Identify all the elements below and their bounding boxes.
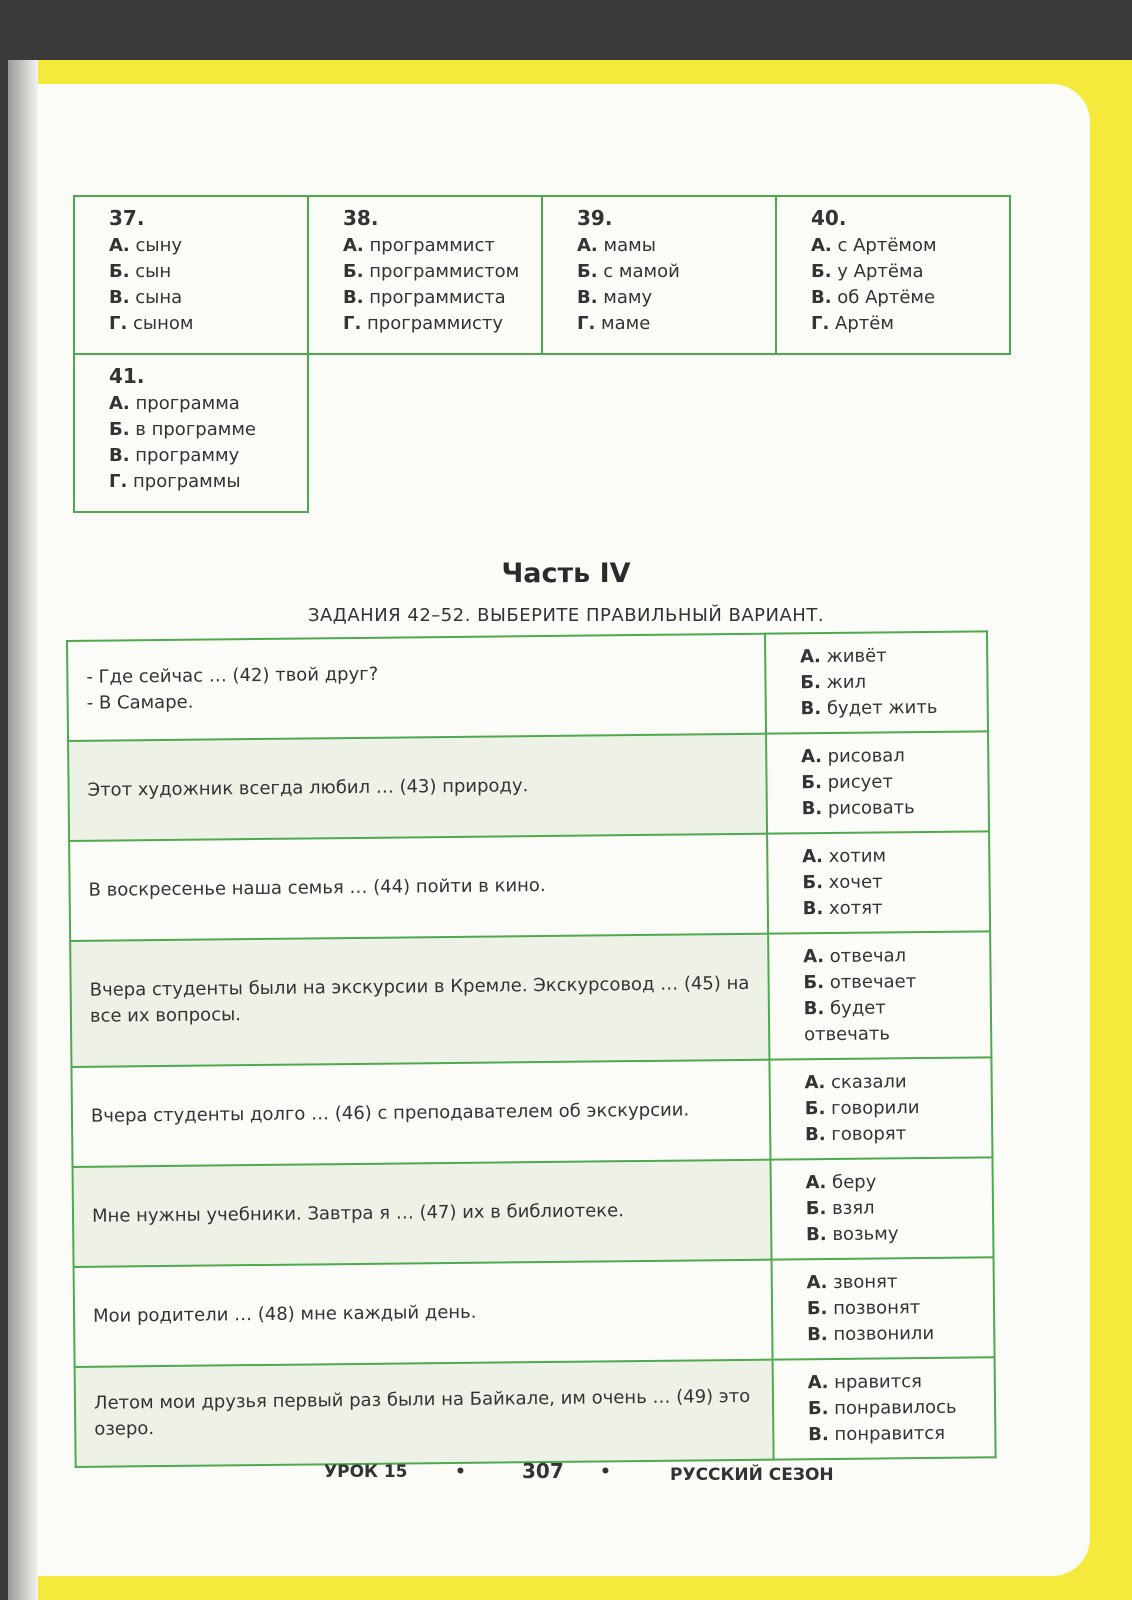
answer-option xyxy=(803,969,971,997)
option-letter: В. xyxy=(109,445,130,466)
task-question xyxy=(71,1060,770,1167)
option-text: об Артёме xyxy=(831,287,936,308)
question-line: В воскресенье наша семья … (44) пойти в кино. xyxy=(88,874,546,901)
option-text: сказали xyxy=(825,1071,907,1094)
answer-option xyxy=(109,285,297,311)
option-text: программистом xyxy=(363,261,520,282)
option-letter: Г. xyxy=(343,313,362,334)
question-38 xyxy=(308,196,542,354)
answer-option xyxy=(805,1121,973,1149)
option-text: мамы xyxy=(597,235,656,256)
answer-option xyxy=(806,1221,974,1249)
option-letter: А. xyxy=(109,393,130,414)
task-row xyxy=(74,1257,995,1367)
answer-option xyxy=(109,233,297,259)
task-row xyxy=(75,1357,996,1467)
option-text: маму xyxy=(597,287,653,308)
option-text: сына xyxy=(129,287,183,308)
answer-option xyxy=(343,311,531,337)
question-number: 40. xyxy=(811,206,847,230)
option-text: сыну xyxy=(129,235,183,256)
option-letter: А. xyxy=(577,235,598,256)
answer-option xyxy=(109,259,297,285)
answer-option xyxy=(109,311,297,337)
option-text: в программе xyxy=(129,419,256,440)
option-letter: Б. xyxy=(806,1298,828,1320)
answer-option xyxy=(803,943,971,971)
option-text: рисовать xyxy=(822,797,915,820)
option-text: у Артёма xyxy=(831,261,924,282)
part-title: Часть IV xyxy=(501,558,631,589)
footer-bullet-2: • xyxy=(600,1462,611,1482)
option-letter: В. xyxy=(800,698,822,720)
answer-option xyxy=(811,233,999,259)
task-question xyxy=(67,634,766,741)
answer-option xyxy=(802,869,970,897)
option-letter: В. xyxy=(577,287,598,308)
question-39 xyxy=(542,196,776,354)
answer-option xyxy=(801,743,969,771)
answer-option xyxy=(803,895,971,923)
option-text: Артём xyxy=(829,313,894,334)
option-text: понравится xyxy=(828,1422,946,1446)
answer-option xyxy=(807,1295,975,1323)
answer-option xyxy=(806,1269,974,1297)
answer-option xyxy=(109,391,297,417)
option-letter: Б. xyxy=(807,1398,829,1420)
option-letter: Б. xyxy=(109,261,130,282)
task-row xyxy=(67,631,988,741)
book-spine xyxy=(8,60,38,1600)
option-text: программист xyxy=(363,235,495,256)
footer-bullet-1: • xyxy=(455,1462,466,1482)
answer-option xyxy=(808,1395,976,1423)
task-row xyxy=(71,1057,992,1167)
task-question xyxy=(75,1360,774,1467)
task-options xyxy=(772,1357,995,1459)
option-text: рисует xyxy=(821,771,894,794)
page-number: 307 xyxy=(522,1459,564,1483)
option-text: с Артёмом xyxy=(831,235,937,256)
task-question xyxy=(74,1260,773,1367)
option-text: возьму xyxy=(826,1223,899,1246)
option-text: позвонят xyxy=(827,1297,921,1320)
option-text: программы xyxy=(127,471,241,492)
answer-option xyxy=(807,1321,975,1349)
option-text: сын xyxy=(129,261,172,282)
option-letter: Б. xyxy=(802,872,824,894)
option-letter: Б. xyxy=(343,261,364,282)
question-line: - Где сейчас … (42) твой друг? xyxy=(86,663,379,688)
option-letter: А. xyxy=(802,846,824,868)
option-letter: А. xyxy=(807,1372,829,1394)
option-letter: А. xyxy=(800,746,822,768)
option-text: будет жить xyxy=(821,696,938,720)
option-letter: В. xyxy=(803,998,825,1020)
option-letter: Г. xyxy=(109,313,128,334)
answer-option xyxy=(109,417,297,443)
answer-option xyxy=(805,1169,973,1197)
option-letter: В. xyxy=(802,898,824,920)
option-letter: В. xyxy=(811,287,832,308)
question-line: Вчера студенты долго … (46) с преподавателем об экскурсии. xyxy=(90,1099,690,1127)
task-question xyxy=(73,1160,772,1267)
option-letter: Г. xyxy=(109,471,128,492)
answer-option xyxy=(805,1095,973,1123)
task-options xyxy=(768,931,991,1059)
option-text: программиста xyxy=(363,287,506,308)
task-question xyxy=(68,734,767,841)
question-41 xyxy=(74,354,308,512)
option-text: хотим xyxy=(822,845,887,868)
question-line: Летом мои друзья первый раз были на Байкале, им очень … (49) это озеро. xyxy=(93,1385,751,1440)
option-letter: А. xyxy=(805,1172,827,1194)
option-text: говорили xyxy=(825,1097,920,1120)
answer-option xyxy=(577,233,765,259)
option-letter: Б. xyxy=(811,261,832,282)
footer-lesson: УРОК 15 xyxy=(324,1462,408,1482)
option-letter: А. xyxy=(799,646,821,668)
option-text: рисовал xyxy=(821,745,905,768)
option-text: с мамой xyxy=(597,261,680,282)
option-letter: А. xyxy=(804,1072,826,1094)
task-options xyxy=(769,1057,992,1159)
answer-option xyxy=(808,1369,976,1397)
answer-option xyxy=(109,443,297,469)
answer-option xyxy=(577,259,765,285)
option-letter: Б. xyxy=(805,1198,827,1220)
answer-option xyxy=(806,1195,974,1223)
option-letter: В. xyxy=(804,1124,826,1146)
option-letter: А. xyxy=(343,235,364,256)
question-number: 39. xyxy=(577,206,613,230)
answer-option xyxy=(811,311,999,337)
option-letter: Б. xyxy=(800,672,822,694)
option-text: маме xyxy=(595,313,651,334)
option-text: будет отвечать xyxy=(803,997,891,1046)
answer-option xyxy=(801,769,969,797)
answer-option xyxy=(802,795,970,823)
task-options xyxy=(765,631,988,733)
task-row xyxy=(69,831,990,941)
option-letter: Б. xyxy=(801,772,823,794)
question-line: Этот художник всегда любил … (43) природу. xyxy=(87,775,529,801)
tasks-table xyxy=(66,630,997,1468)
question-line: Мне нужны учебники. Завтра я … (47) их в библиотеке. xyxy=(91,1200,625,1227)
question-40 xyxy=(776,196,1010,354)
answer-option xyxy=(800,643,968,671)
task-options xyxy=(767,831,990,933)
task-options xyxy=(771,1257,994,1359)
option-text: понравилось xyxy=(828,1396,957,1420)
answer-option xyxy=(577,311,765,337)
questions-37-41-grid xyxy=(73,195,1011,513)
answer-option xyxy=(811,285,999,311)
option-text: живёт xyxy=(820,645,887,668)
option-letter: Г. xyxy=(811,313,830,334)
option-letter: В. xyxy=(806,1224,827,1246)
option-letter: А. xyxy=(109,235,130,256)
option-text: отвечал xyxy=(823,945,907,968)
option-text: программу xyxy=(129,445,240,466)
option-letter: Б. xyxy=(109,419,130,440)
option-text: взял xyxy=(826,1197,875,1220)
answer-option xyxy=(804,995,973,1049)
answer-option xyxy=(804,1069,972,1097)
task-question xyxy=(70,934,769,1067)
answer-option xyxy=(800,695,968,723)
option-text: программисту xyxy=(361,313,504,334)
question-line: - В Самаре. xyxy=(86,691,194,714)
task-row xyxy=(70,931,991,1067)
answer-option xyxy=(800,669,968,697)
option-text: сыном xyxy=(127,313,194,334)
option-text: говорят xyxy=(825,1123,907,1146)
task-row xyxy=(68,731,989,841)
question-number: 38. xyxy=(343,206,379,230)
answer-option xyxy=(109,469,297,495)
task-row xyxy=(73,1157,994,1267)
option-letter: В. xyxy=(801,798,823,820)
option-letter: Б. xyxy=(804,1098,826,1120)
option-letter: Б. xyxy=(577,261,598,282)
question-number: 37. xyxy=(109,206,145,230)
question-number: 41. xyxy=(109,364,145,388)
footer-book-title: РУССКИЙ СЕЗОН xyxy=(670,1465,834,1485)
option-letter: В. xyxy=(109,287,130,308)
option-letter: А. xyxy=(811,235,832,256)
option-text: программа xyxy=(129,393,240,414)
question-line: Мои родители … (48) мне каждый день. xyxy=(92,1301,477,1327)
option-text: позвонили xyxy=(827,1322,935,1346)
answer-option xyxy=(811,259,999,285)
task-question xyxy=(69,834,768,941)
question-37 xyxy=(74,196,308,354)
answer-option xyxy=(343,233,531,259)
task-options xyxy=(770,1157,993,1259)
option-letter: Б. xyxy=(803,972,825,994)
answer-option xyxy=(343,259,531,285)
question-line: Вчера студенты были на экскурсии в Кремле. Экскурсовод … (45) на все их вопросы. xyxy=(89,972,750,1027)
option-text: звонят xyxy=(827,1271,898,1294)
task-instruction: ЗАДАНИЯ 42–52. ВЫБЕРИТЕ ПРАВИЛЬНЫЙ ВАРИАНТ. xyxy=(307,605,825,626)
option-text: хотят xyxy=(823,897,883,920)
option-letter: В. xyxy=(807,1324,828,1346)
option-text: жил xyxy=(820,671,867,694)
option-letter: А. xyxy=(806,1272,828,1294)
option-text: нравится xyxy=(828,1371,923,1394)
option-letter: В. xyxy=(343,287,364,308)
answer-option xyxy=(343,285,531,311)
option-text: отвечает xyxy=(823,971,917,994)
option-text: беру xyxy=(826,1171,877,1194)
option-text: хочет xyxy=(822,871,883,894)
answer-option xyxy=(802,843,970,871)
option-letter: В. xyxy=(808,1424,829,1446)
answer-option xyxy=(808,1421,976,1449)
answer-option xyxy=(577,285,765,311)
option-letter: А. xyxy=(803,946,825,968)
option-letter: Г. xyxy=(577,313,596,334)
task-options xyxy=(766,731,989,833)
